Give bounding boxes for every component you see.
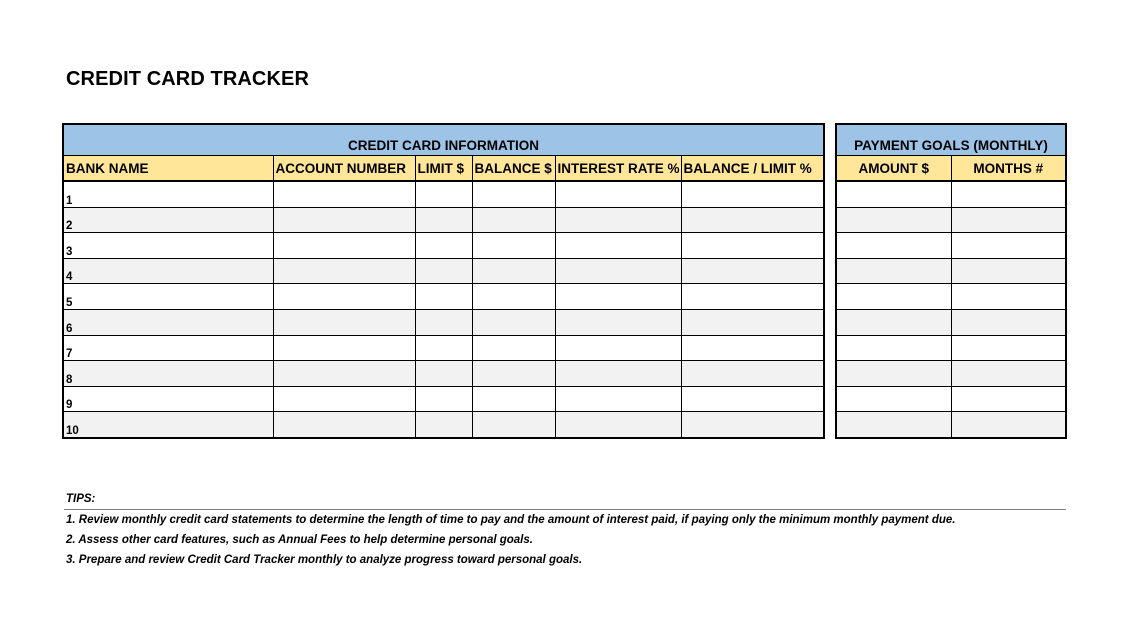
months-cell[interactable] xyxy=(951,386,1066,412)
table-row xyxy=(63,181,824,207)
interest-rate-cell[interactable] xyxy=(555,181,681,207)
table-row xyxy=(836,233,1066,259)
amount-cell[interactable] xyxy=(836,181,951,207)
account-number-cell[interactable] xyxy=(273,386,415,412)
bank-name-cell[interactable]: 9 xyxy=(63,386,273,412)
interest-rate-cell[interactable] xyxy=(555,309,681,335)
balance-cell[interactable] xyxy=(472,284,555,310)
months-cell[interactable] xyxy=(951,258,1066,284)
table-row xyxy=(836,284,1066,310)
column-header-months: MONTHS # xyxy=(951,156,1066,182)
account-number-cell[interactable] xyxy=(273,309,415,335)
interest-rate-cell[interactable] xyxy=(555,335,681,361)
interest-rate-cell[interactable] xyxy=(555,233,681,259)
limit-cell[interactable] xyxy=(415,361,472,387)
amount-cell[interactable] xyxy=(836,233,951,259)
amount-cell[interactable] xyxy=(836,386,951,412)
balance-cell[interactable] xyxy=(472,361,555,387)
amount-cell[interactable] xyxy=(836,207,951,233)
balance-cell[interactable] xyxy=(472,335,555,361)
table-row xyxy=(836,207,1066,233)
balance-cell[interactable] xyxy=(472,181,555,207)
balance-limit-cell[interactable] xyxy=(681,309,824,335)
table-row xyxy=(63,361,824,387)
table-row xyxy=(836,335,1066,361)
balance-limit-cell[interactable] xyxy=(681,233,824,259)
column-header-account-number: ACCOUNT NUMBER xyxy=(273,156,415,182)
interest-rate-cell[interactable] xyxy=(555,284,681,310)
table-row xyxy=(63,233,824,259)
account-number-cell[interactable] xyxy=(273,181,415,207)
table-row xyxy=(63,309,824,335)
balance-limit-cell[interactable] xyxy=(681,181,824,207)
table-row xyxy=(836,361,1066,387)
interest-rate-cell[interactable] xyxy=(555,386,681,412)
months-cell[interactable] xyxy=(951,207,1066,233)
account-number-cell[interactable] xyxy=(273,361,415,387)
limit-cell[interactable] xyxy=(415,335,472,361)
column-header-balance-limit: BALANCE / LIMIT % xyxy=(681,156,824,182)
amount-cell[interactable] xyxy=(836,258,951,284)
account-number-cell[interactable] xyxy=(273,233,415,259)
months-cell[interactable] xyxy=(951,284,1066,310)
table-row xyxy=(63,335,824,361)
interest-rate-cell[interactable] xyxy=(555,258,681,284)
credit-card-information-table xyxy=(62,123,825,439)
payment-goals-table xyxy=(835,123,1067,439)
balance-cell[interactable] xyxy=(472,233,555,259)
bank-name-cell[interactable]: 5 xyxy=(63,284,273,310)
payment-goals-header: PAYMENT GOALS (MONTHLY) xyxy=(836,124,1066,156)
account-number-cell[interactable] xyxy=(273,412,415,438)
months-cell[interactable] xyxy=(951,361,1066,387)
interest-rate-cell[interactable] xyxy=(555,207,681,233)
table-row xyxy=(63,207,824,233)
interest-rate-cell[interactable] xyxy=(555,361,681,387)
balance-limit-cell[interactable] xyxy=(681,412,824,438)
limit-cell[interactable] xyxy=(415,207,472,233)
credit-card-information-header: CREDIT CARD INFORMATION xyxy=(63,124,824,156)
column-header-interest-rate: INTEREST RATE % xyxy=(555,156,681,182)
table-row xyxy=(63,258,824,284)
amount-cell[interactable] xyxy=(836,309,951,335)
amount-cell[interactable] xyxy=(836,361,951,387)
balance-limit-cell[interactable] xyxy=(681,258,824,284)
bank-name-cell[interactable]: 10 xyxy=(63,412,273,438)
interest-rate-cell[interactable] xyxy=(555,412,681,438)
balance-limit-cell[interactable] xyxy=(681,207,824,233)
bank-name-cell[interactable]: 7 xyxy=(63,335,273,361)
balance-limit-cell[interactable] xyxy=(681,386,824,412)
bank-name-cell[interactable]: 2 xyxy=(63,207,273,233)
balance-limit-cell[interactable] xyxy=(681,284,824,310)
months-cell[interactable] xyxy=(951,412,1066,438)
bank-name-cell[interactable]: 3 xyxy=(63,233,273,259)
table-row xyxy=(836,309,1066,335)
table-row xyxy=(63,412,824,438)
balance-cell[interactable] xyxy=(472,258,555,284)
tips-divider xyxy=(64,509,1066,510)
months-cell[interactable] xyxy=(951,181,1066,207)
limit-cell[interactable] xyxy=(415,412,472,438)
balance-limit-cell[interactable] xyxy=(681,335,824,361)
bank-name-cell[interactable]: 4 xyxy=(63,258,273,284)
table-row xyxy=(836,386,1066,412)
balance-cell[interactable] xyxy=(472,309,555,335)
months-cell[interactable] xyxy=(951,233,1066,259)
tip-item: 3. Prepare and review Credit Card Tracker monthly to analyze progress toward personal goals. xyxy=(66,554,583,566)
limit-cell[interactable] xyxy=(415,309,472,335)
tip-item: 1. Review monthly credit card statements to determine the length of time to pay and the amount of interest paid, if paying only the minimum monthly payment due. xyxy=(66,514,956,526)
limit-cell[interactable] xyxy=(415,258,472,284)
page-title: CREDIT CARD TRACKER xyxy=(66,68,310,90)
table-row xyxy=(63,386,824,412)
tips-title: TIPS: xyxy=(66,493,96,505)
months-cell[interactable] xyxy=(951,335,1066,361)
amount-cell[interactable] xyxy=(836,412,951,438)
table-row xyxy=(836,258,1066,284)
amount-cell[interactable] xyxy=(836,284,951,310)
column-header-amount: AMOUNT $ xyxy=(836,156,951,182)
bank-name-cell[interactable]: 1 xyxy=(63,181,273,207)
column-header-bank-name: BANK NAME xyxy=(63,156,273,182)
column-header-balance: BALANCE $ xyxy=(472,156,555,182)
table-row xyxy=(836,412,1066,438)
account-number-cell[interactable] xyxy=(273,335,415,361)
bank-name-cell[interactable]: 6 xyxy=(63,309,273,335)
months-cell[interactable] xyxy=(951,309,1066,335)
bank-name-cell[interactable]: 8 xyxy=(63,361,273,387)
limit-cell[interactable] xyxy=(415,233,472,259)
tip-item: 2. Assess other card features, such as Annual Fees to help determine personal goals. xyxy=(66,534,533,546)
account-number-cell[interactable] xyxy=(273,207,415,233)
column-header-limit: LIMIT $ xyxy=(415,156,472,182)
amount-cell[interactable] xyxy=(836,335,951,361)
account-number-cell[interactable] xyxy=(273,258,415,284)
limit-cell[interactable] xyxy=(415,181,472,207)
balance-cell[interactable] xyxy=(472,386,555,412)
balance-cell[interactable] xyxy=(472,412,555,438)
limit-cell[interactable] xyxy=(415,284,472,310)
table-row xyxy=(836,181,1066,207)
limit-cell[interactable] xyxy=(415,386,472,412)
table-row xyxy=(63,284,824,310)
balance-limit-cell[interactable] xyxy=(681,361,824,387)
balance-cell[interactable] xyxy=(472,207,555,233)
account-number-cell[interactable] xyxy=(273,284,415,310)
